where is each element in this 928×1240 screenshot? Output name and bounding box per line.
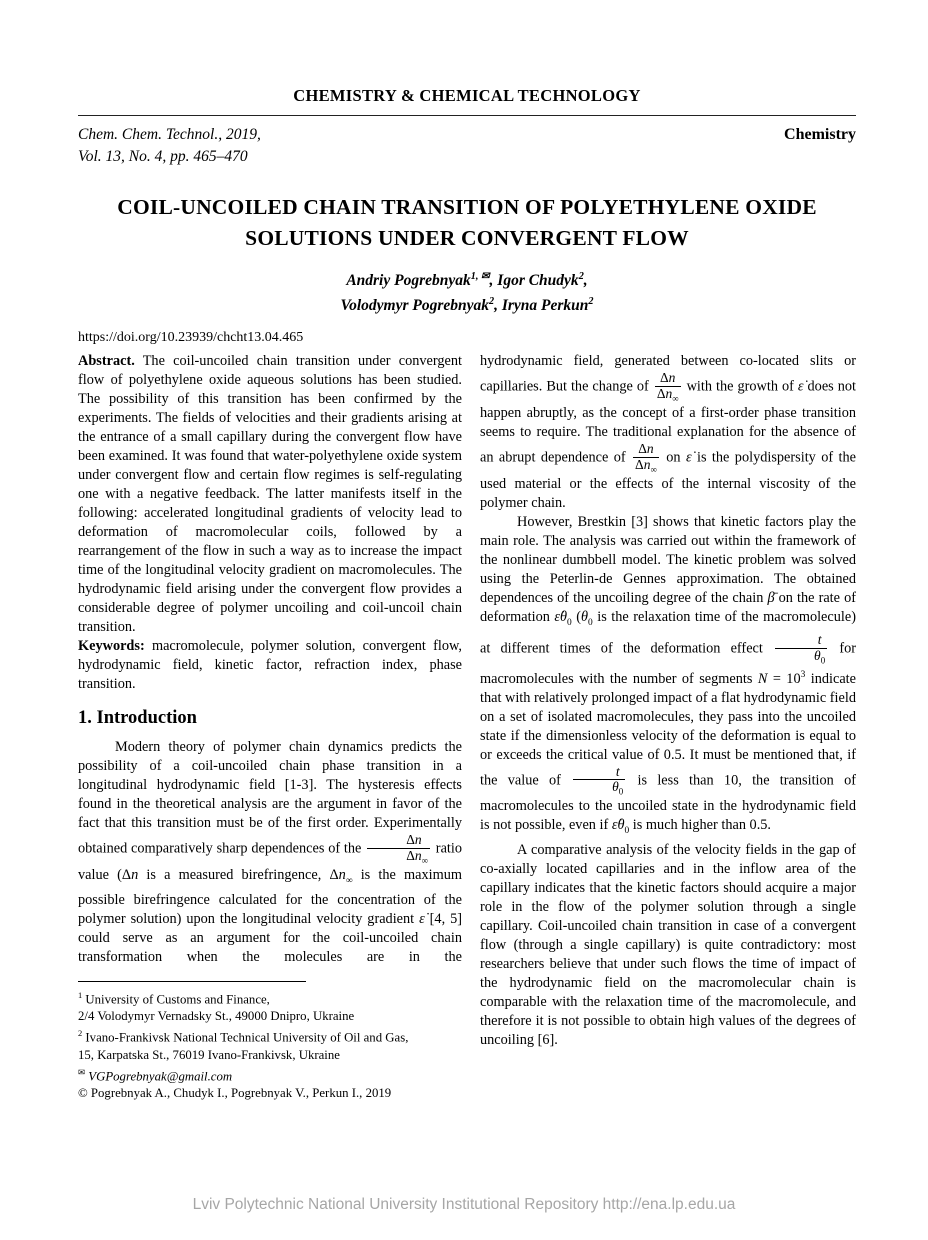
footnote-affiliation-2: $^2$ Ivano-Frankivsk National Technical University of Oil and Gas, — [78, 1028, 409, 1045]
body-paragraph-kinetic: However, Brestkin [3] shows that kinetic factors play the main role. The analysis was carried out within the framework of the nonlinear dumbbell model. The kinetic problem was solved using the Peterlin-de Gennes approximation. The obtained dependences of the uncoiling degree of the chain β̄ on the rate of deformation $\varepsiloṅ\theta_0$ ($\theta_0$ is the relaxation time of the macromolecule) at different times of the deformation effect $\frac{t}{\theta_0}$ for macromolecules with the number of segments $N = 10^3$ indicate that with relatively prolonged impact of a flat hydrodynamic field on a set of isolated macromolecules, they pass into the uncoiled state if the dimensionless velocity of the deformation is equal to or exceeds the critical value of 0.5. It must be mentioned that, if the value of $\frac{t}{\theta_0}$ is less than 10, the transition of macromolecules to the uncoiled state in the hydrodynamic field is not possible, even if $\varepsiloṅ\theta_0$ is much higher than 0.5. — [480, 514, 856, 837]
abstract-paragraph: Abstract. The coil-uncoiled chain transition under convergent flow of polyethylene oxide aqueous solutions has been studied. The possibility of this transition has been confirmed by the experiments. The fields of velocities and their gradients arising at the entrance of a small capillary during the convergent flow have been examined. It was found that water-polyethylene oxide system under convergent flow and certain flow regimes is self-regulating one with a negative feedback. The latter manifests itself in the following: accelerated longitudinal gradients of velocity lead to deformation of macromolecular coils, followed by a rearrangement of the flow in such a way as to increase the impact time of the longitudinal velocity gradient on macromolecules. The hydrodynamic field arising under the convergent flow provides a considerable degree of polymer uncoiling and coil-uncoil chain transition. — [78, 353, 462, 636]
body-paragraph-continuation: hydrodynamic field, generated between co-located slits or capillaries. But the change of $\frac{\Delta n}{\Delta n_\infty}$ with the growth of ε̇ does not happen abruptly, as the concept of a first-order phase transition seems to require. The traditional explanation for the absence of an abrupt dependence of $\frac{\Delta n}{\Delta n_\infty}$ on ε̇ is the polydispersity of the used material or the effects of the internal viscosity of the polymer chain. — [480, 353, 856, 512]
body-paragraph-comparative: A comparative analysis of the velocity fields in the gap of co-axially located capillaries and in the inflow area of the capillary indicates that the kinetic factors should acquire a major role in the flow of the polymer solution through a single capillary. Coil-uncoiled chain transition in case of a convergent flow (through a single capillary) is quite contradictory: most researchers believe that under such flows the time of impact of the hydrodynamic field on the macromolecular chain is comparable with the relaxation time of the macromolecule, and therefore it is not possible to obtain high values of the degrees of uncoiling [6]. — [480, 842, 856, 1049]
keywords-paragraph: Keywords: macromolecule, polymer solution, convergent flow, hydrodynamic field, kinetic factor, refraction index, phase transition. — [78, 638, 462, 693]
footnote-copyright: © Pogrebnyak A., Chudyk I., Pogrebnyak V., Perkun I., 2019 — [78, 1085, 392, 1100]
footnote-affiliation-1: $^1$ University of Customs and Finance, — [78, 990, 270, 1007]
paper-title-line2: SOLUTIONS UNDER CONVERGENT FLOW — [245, 226, 689, 250]
paper-title — [78, 192, 856, 254]
introduction-heading: 1. Introduction — [78, 708, 197, 729]
journal-name-header: CHEMISTRY & CHEMICAL TECHNOLOGY — [78, 86, 856, 116]
journal-citation-line2: Vol. 13, No. 4, pp. 465–470 — [78, 148, 248, 165]
authors-line1: Andriy Pogrebnyak$^{1,}$ ✉, Igor Chudyk$^2$, — [346, 271, 588, 290]
authors-line2: Volodymyr Pogrebnyak$^2$, Iryna Perkun$^2$ — [340, 296, 594, 315]
footnote-address-1: 2/4 Volodymyr Vernadsky St., 49000 Dnipro, Ukraine — [78, 1009, 355, 1024]
journal-citation-line1: Chem. Chem. Technol., 2019, — [78, 126, 261, 143]
authors-block — [78, 266, 856, 316]
two-column-body — [78, 352, 856, 1102]
journal-citation — [78, 124, 261, 168]
repository-footer: Lviv Polytechnic National University Institutional Repository http://ena.lp.edu.ua — [192, 1196, 736, 1213]
footnote-email-link[interactable]: ✉ VGPogrebnyak@gmail.com — [78, 1066, 233, 1083]
paper-title-line1: COIL-UNCOILED CHAIN TRANSITION OF POLYETHYLENE OXIDE — [117, 195, 817, 219]
journal-info-row — [78, 124, 856, 168]
footnotes-block — [78, 981, 462, 1102]
left-column — [78, 352, 462, 1102]
section-label: Chemistry — [784, 126, 856, 143]
footnote-divider — [78, 981, 306, 982]
introduction-paragraph: Modern theory of polymer chain dynamics predicts the possibility of a coil-uncoiled chain phase transition in a longitudinal hydrodynamic field [1-3]. The hysteresis effects found in the theoretical analysis are the argument in favor of the fact that this transition must be of the first order. Experimentally obtained comparatively sharp dependences of the $\frac{\Delta n}{\Delta n_\infty}$ ratio value (Δn is a measured birefringence, $\Delta n_\infty$ is the maximum possible birefringence calculated for the concentration of the polymer solution) upon the longitudinal velocity gradient ε̇ [4, 5] could serve as an argument for the coil-uncoiled chain transformation when the molecules are in the — [78, 739, 463, 966]
doi-link[interactable]: https://doi.org/10.23939/chcht13.04.465 — [78, 330, 304, 346]
right-column — [480, 352, 856, 1102]
page-content — [78, 0, 856, 1102]
footnote-address-2: 15, Karpatska St., 76019 Ivano-Frankivsk, Ukraine — [78, 1047, 340, 1062]
